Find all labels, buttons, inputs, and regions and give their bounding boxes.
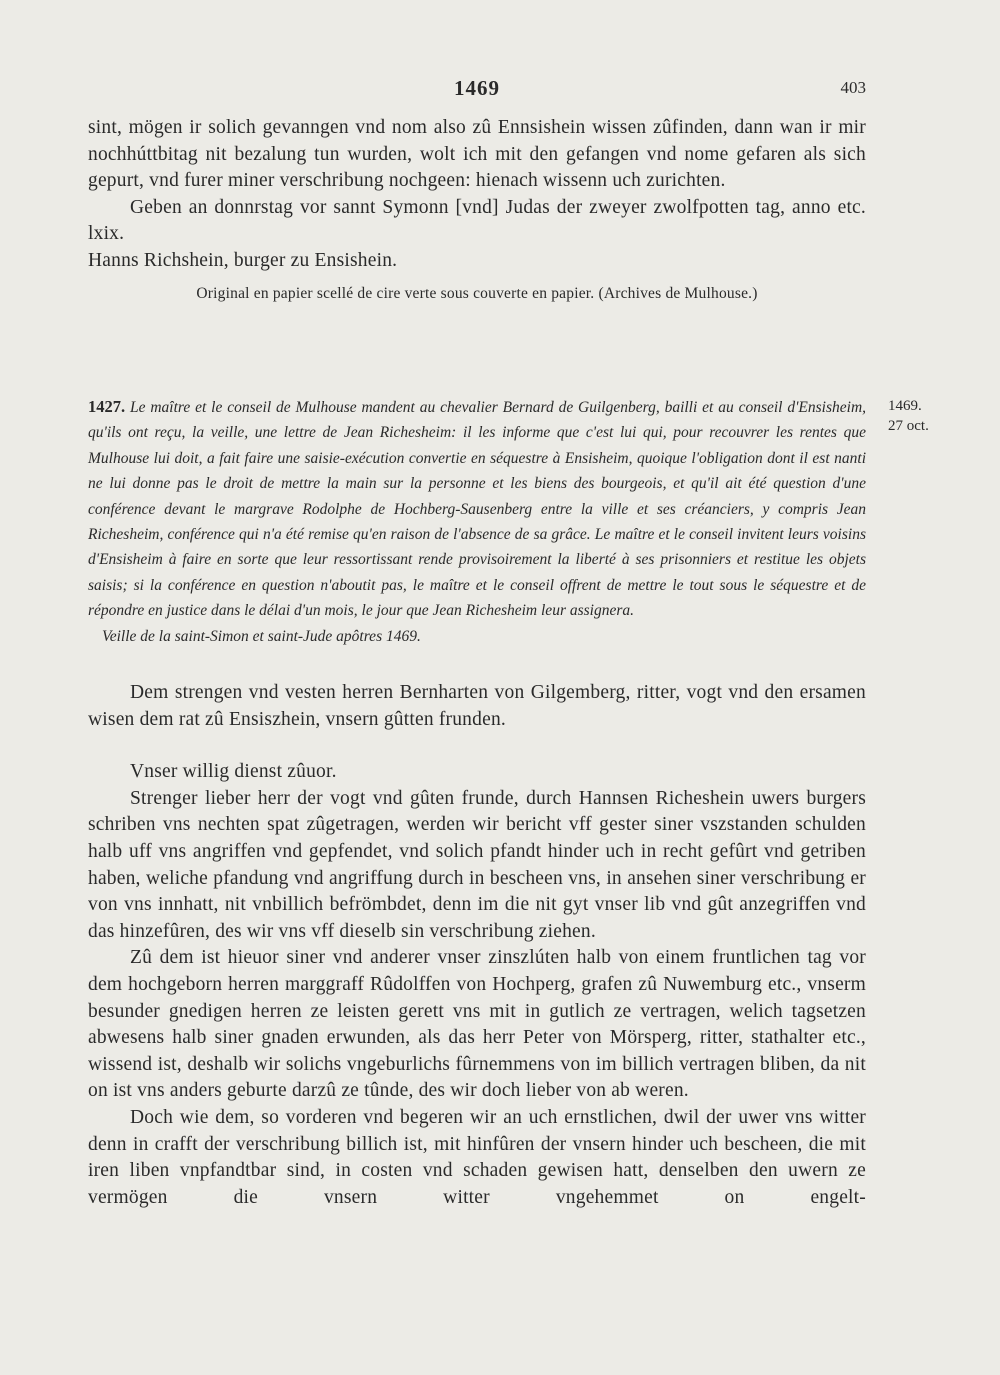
page-number: 403 (840, 78, 866, 97)
running-head-year: 1469 (454, 76, 500, 100)
page-header (88, 76, 866, 106)
letter-paragraph-3: Doch wie dem, so vorderen vnd begeren wir an uch ernstlichen, dwil der uwer vns witter denn in crafft der verschribung billich ist, mit hinfûren der vnsern hinder uch bescheen, die mit iren liben vnpfandtbar sind, in costen vnd schaden gewisen hatt, denselben den uwern ze vermögen die vnsern witter vngehemmet on engelt- (88, 1106, 866, 1208)
letter-conclusion (88, 115, 866, 307)
margin-year: 1469. (888, 398, 922, 414)
conclusion-paragraph: sint, mögen ir solich gevanngen vnd nom also zû Ennsishein wissen zûfinden, dann wan ir mir nochhúttbitag nit bezalung tun wurden, wolt ich mit den gefangen vnd nome gefaren als sich gepurt, vnd furer miner verschribung nochgeen: hienach wissenn uch zurichten. (88, 117, 866, 192)
regest-date: Veille de la saint-Simon et saint-Jude apôtres 1469. (102, 627, 421, 645)
margin-date (888, 396, 929, 436)
dating-paragraph: Geben an donnrstag vor sannt Symonn [vnd] Judas der zweyer zwolfpotten tag, anno etc. lxix. (88, 196, 866, 245)
source-note: Original en papier scellé de cire verte sous couverte en papier. (Archives de Mulhouse.) (196, 284, 758, 302)
signature: Hanns Richshein, burger zu Ensishein. (88, 249, 398, 271)
margin-day: 27 oct. (888, 418, 929, 434)
letter-address: Dem strengen vnd vesten herren Bernharten von Gilgemberg, ritter, vogt vnd den ersamen wisen dem rat zû Ensiszhein, vnsern gûtten frunden. (88, 682, 866, 730)
regest (88, 394, 866, 649)
regest-number: 1427. (88, 397, 126, 416)
letter-text (88, 680, 866, 1211)
letter-paragraph-1: Strenger lieber herr der vogt vnd gûten frunde, durch Hannsen Richeshein uwers burgers schriben vns nechten spat zûgetragen, werden wir bericht vff gester siner vszstanden schulden halb uff vns angriffen vnd gepfendet, vnd solich pfandt hinder uch in recht gefûrt vnd getriben haben, weliche pfandung vnd angriffung durch in bescheen vns, in ansehen siner verschribung er von vns innhatt, nit vnbillich befrömbdet, denn im die nit gyt vnser lib vnd gût anzegriffen vnd das hinzefûren, des wir vns vff dieselb sin verschribung ziehen. (88, 787, 866, 942)
letter-greeting: Vnser willig dienst zûuor. (130, 761, 337, 783)
regest-summary: Le maître et le conseil de Mulhouse mandent au chevalier Bernard de Guilgenberg, bailli et au conseil d'Ensisheim, qu'ils ont reçu, la veille, une lettre de Jean Richesheim: il les informe que c'est lui qui, pour recouvrer les rentes que Mulhouse lui doit, a fait faire une saisie-exécution convertie en séquestre à Ensisheim, quoique l'obligation dont il est nanti ne lui donne pas le droit de mettre la main sur la personne et les biens des bourgeois, et qu'il ait été question d'une conférence devant le margrave Rodolphe de Hochberg-Sausenberg entre la ville et ses créanciers, y compris Jean Richesheim, conférence qui n'a été remise qu'en raison de l'absence de sa grâce. Le maître et le conseil invitent leurs voisins d'Ensisheim à faire en sorte que leur ressortissant rende provisoirement la liberté à ses prisonniers et restitue les objets saisis; si la conférence en question n'aboutit pas, le maître et le conseil offrent de mettre le tout sous le séquestre et de répondre en justice dans le délai d'un mois, le jour que Jean Richesheim leur assignera. (88, 399, 867, 620)
letter-paragraph-2: Zû dem ist hieuor siner vnd anderer vnser zinszlúten halb von einem fruntlichen tag vor dem hochgeborn herren marggraff Rûdolffen von Hochperg, grafen zû Nuwemburg etc., vnserm besunder gnedigen herren ze leisten gerett vns mit in gutlich ze vertragen, welich tagsetzen abwesens halb siner gnaden erwunden, als das herr Peter von Mörsperg, ritter, stathalter etc., wissend ist, deshalb wir solichs vngeburlichs fûrnemmens von im billich vertragen bliben, da nit on ist vns anders geburte darzû ze tûnde, des wir doch lieber von ab weren. (88, 947, 866, 1102)
